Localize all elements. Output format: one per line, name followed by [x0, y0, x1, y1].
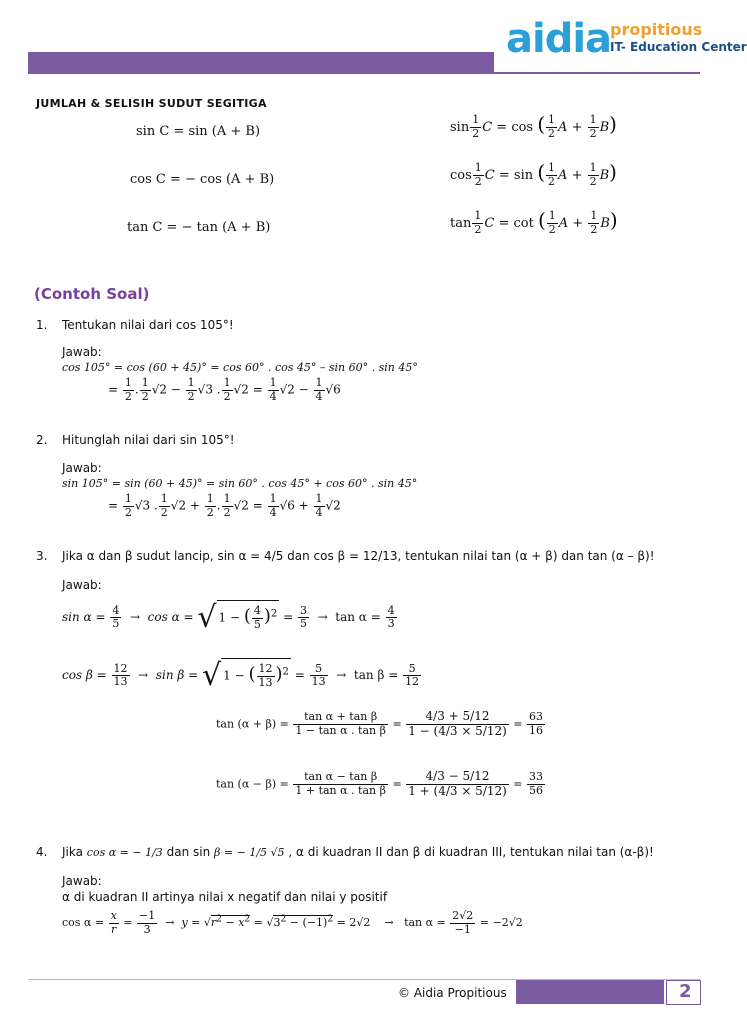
problem-3-sin-alpha: sin α = $\frac{4}{5}$ → cos α = √ 1 − ( $\frac{4}{5}$ )$^2$ = $\frac{3}{5}$ → tan α = $\frac{4}{3}$	[62, 600, 395, 636]
footer-copyright: © Aidia Propitious	[398, 986, 507, 1000]
logo	[506, 16, 747, 62]
problem-4-calc: cos α = $\frac{x}{r}$ = $\frac{-1}{3}$ → $y = √r^2 - x^2 = √3^2 - (-1)^2 = 2√2$ → tan α = $\frac{2√2}{-1}$ = −2√2	[62, 909, 523, 936]
page-number: 2	[679, 981, 692, 1002]
problem-3-tan-diff: tan (α − β) = $\frac{\text{tan α − tan β}}{\text{1 + tan α . tan β}}$ = $\frac{4/3 - 5/12}{1 + (4/3 \times 5/12)}$ = $\frac{33}{56}$	[216, 769, 544, 798]
formula-sin-c: sin C = sin (A + B)	[136, 124, 261, 139]
header-bar	[28, 52, 494, 72]
problem-1-line2: = $\frac{1}{2}$ . $\frac{1}{2}$ √2 − $\frac{1}{2}$ √3 . $\frac{1}{2}$ √2 = $\frac{1}{4}$ √2 − $\frac{1}{4}$ √6	[108, 376, 341, 403]
logo-tagline: propitious	[610, 20, 703, 39]
problem-4-text: Jika cos α = − 1/3 dan sin β = − 1/5 √5 , α di kuadran II dan β di kuadran III, tentukan nilai tan (α-β)!	[62, 845, 654, 859]
problem-3-number: 3.	[36, 549, 48, 563]
footer-bar	[516, 980, 664, 1004]
formula-tan-c: tan C = − tan (A + B)	[127, 220, 271, 235]
problem-2-line1: sin 105° = sin (60 + 45)° = sin 60° . cos 45° + cos 60° . sin 45°	[62, 477, 418, 490]
problem-1-text: Tentukan nilai dari cos 105°!	[62, 318, 234, 332]
problem-3-jawab: Jawab:	[62, 578, 102, 592]
problem-2-text: Hitunglah nilai dari sin 105°!	[62, 433, 235, 447]
problem-2-number: 2.	[36, 433, 48, 447]
formula-tan-half-c: tan $\frac{1}{2}$ C = cot ( $\frac{1}{2}$ A + $\frac{1}{2}$ B)	[450, 208, 618, 236]
problem-4-desc: α di kuadran II artinya nilai x negatif dan nilai y positif	[62, 890, 388, 904]
contoh-soal-title: (Contoh Soal)	[34, 285, 150, 303]
problem-4-jawab: Jawab:	[62, 874, 102, 888]
logo-subtitle: IT- Education Center	[610, 40, 747, 54]
problem-1-number: 1.	[36, 318, 48, 332]
problem-3-cos-beta: cos β = $\frac{12}{13}$ → sin β = √ 1 − ( $\frac{12}{13}$ )$^2$ = $\frac{5}{13}$ → tan β = $\frac{5}{12}$	[62, 658, 420, 694]
formula-sin-half-c: sin $\frac{1}{2}$ C = cos ( $\frac{1}{2}$ A + $\frac{1}{2}$ B)	[450, 112, 617, 140]
problem-2-line2: = $\frac{1}{2}$ √3 . $\frac{1}{2}$ √2 + $\frac{1}{2}$ . $\frac{1}{2}$ √2 = $\frac{1}{4}$ √6 + $\frac{1}{4}$ √2	[108, 492, 341, 519]
problem-3-tan-sum: tan (α + β) = $\frac{\text{tan α + tan β}}{\text{1 − tan α . tan β}}$ = $\frac{4/3 + 5/12}{1 - (4/3 \times 5/12)}$ = $\frac{63}{16}$	[216, 709, 544, 738]
problem-2-jawab: Jawab:	[62, 461, 102, 475]
problem-1-line1: cos 105° = cos (60 + 45)° = cos 60° . cos 45° – sin 60° . sin 45°	[62, 361, 418, 374]
logo-text: aidia	[506, 16, 612, 62]
formula-cos-c: cos C = − cos (A + B)	[130, 172, 275, 187]
problem-1-jawab: Jawab:	[62, 345, 102, 359]
problem-3-text: Jika α dan β sudut lancip, sin α = 4/5 dan cos β = 12/13, tentukan nilai tan (α + β) dan tan (α – β)!	[62, 549, 655, 563]
formula-cos-half-c: cos $\frac{1}{2}$ C = sin ( $\frac{1}{2}$ A + $\frac{1}{2}$ B)	[450, 160, 617, 188]
header-rule	[28, 72, 700, 74]
section-title: JUMLAH & SELISIH SUDUT SEGITIGA	[36, 97, 267, 110]
problem-4-number: 4.	[36, 845, 48, 859]
